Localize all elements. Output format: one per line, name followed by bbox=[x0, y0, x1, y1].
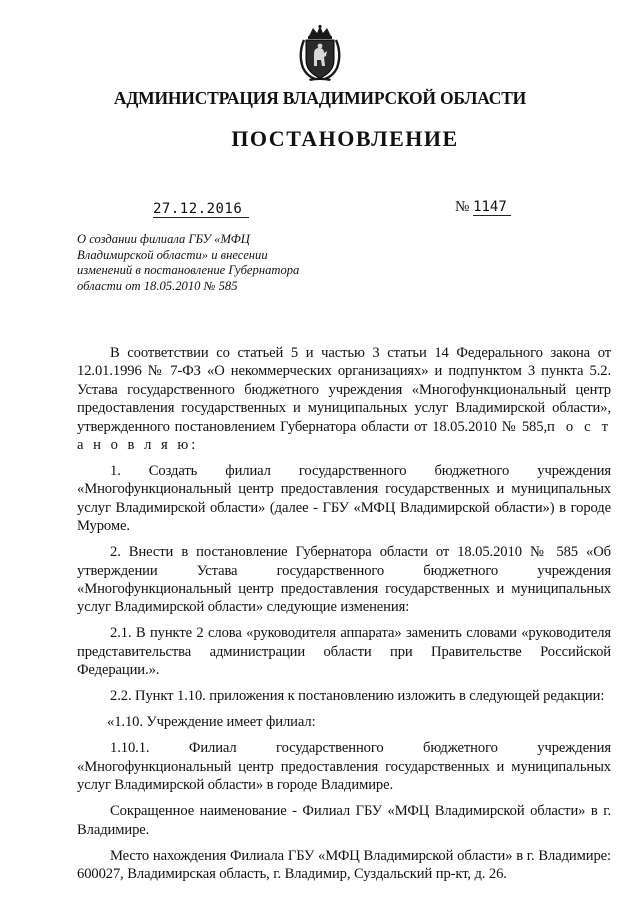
paragraph-1: 1. Создать филиал государственного бюджетного учреждения «Многофункциональный центр предоставления государственных и муниципальных услуг Владимирской области» (далее - ГБУ «МФЦ Владимирской области») в городе Муроме. bbox=[77, 463, 611, 535]
number-value: 1147 bbox=[473, 199, 511, 216]
document-date: 27.12.2016 bbox=[153, 201, 249, 218]
paragraph-short-name: Сокращенное наименование - Филиал ГБУ «МФЦ Владимирской области» в г. Владимире. bbox=[77, 803, 611, 838]
document-number bbox=[455, 199, 511, 216]
paragraph-location: Место нахождения Филиала ГБУ «МФЦ Владимирской области» в г. Владимире: 600027, Владимирская область, г. Владимир, Суздальский пр-кт, д. 26. bbox=[77, 847, 611, 882]
paragraph-1-10: «1.10. Учреждение имеет филиал: bbox=[107, 714, 316, 731]
paragraph-1-10-1: 1.10.1. Филиал государственного бюджетного учреждения «Многофункциональный центр предоставления государственных и муниципальных услуг Владимирской области» в городе Владимире. bbox=[77, 740, 611, 794]
organization-name: АДМИНИСТРАЦИЯ ВЛАДИМИРСКОЙ ОБЛАСТИ bbox=[113, 88, 527, 108]
paragraph-2: 2. Внести в постановление Губернатора области от 18.05.2010 № 585 «Об утверждении Устава государственного бюджетного учреждения «Многофункциональный центр предоставления государственных и муниципальных услуг Владимирской области» следующие изменения: bbox=[77, 544, 611, 616]
paragraph-intro bbox=[77, 344, 611, 454]
paragraph-2-2: 2.2. Пункт 1.10. приложения к постановлению изложить в следующей редакции: bbox=[110, 688, 605, 705]
document-body bbox=[77, 344, 611, 891]
document-subject: О создании филиала ГБУ «МФЦ Владимирской области» и внесении изменений в постановление Губернатора области от 18.05.2010 № 585 bbox=[77, 232, 300, 294]
intro-text: В соответствии со статьей 5 и частью 3 статьи 14 Федерального закона от 12.01.1996 № 7-ФЗ «О некоммерческих организациях» и подпунктом 3 пункта 5.2. Устава государственного бюджетного учреждения «Многофункциональный центр предоставления государственных и муниципальных услуг Владимирской области», утвержденного постановлением Губернатора области от 18.05.2010 № 585, bbox=[77, 345, 611, 435]
number-sign: № bbox=[455, 199, 470, 215]
decree-word: п о с т а н о в л я ю: bbox=[77, 418, 611, 454]
paragraph-2-1: 2.1. В пункте 2 слова «руководителя аппарата» заменить словами «руководителя представительства администрации области при Правительстве Российской Федерации.». bbox=[77, 625, 611, 679]
coat-of-arms-icon bbox=[297, 24, 343, 82]
document-type: ПОСТАНОВЛЕНИЕ bbox=[231, 126, 459, 151]
